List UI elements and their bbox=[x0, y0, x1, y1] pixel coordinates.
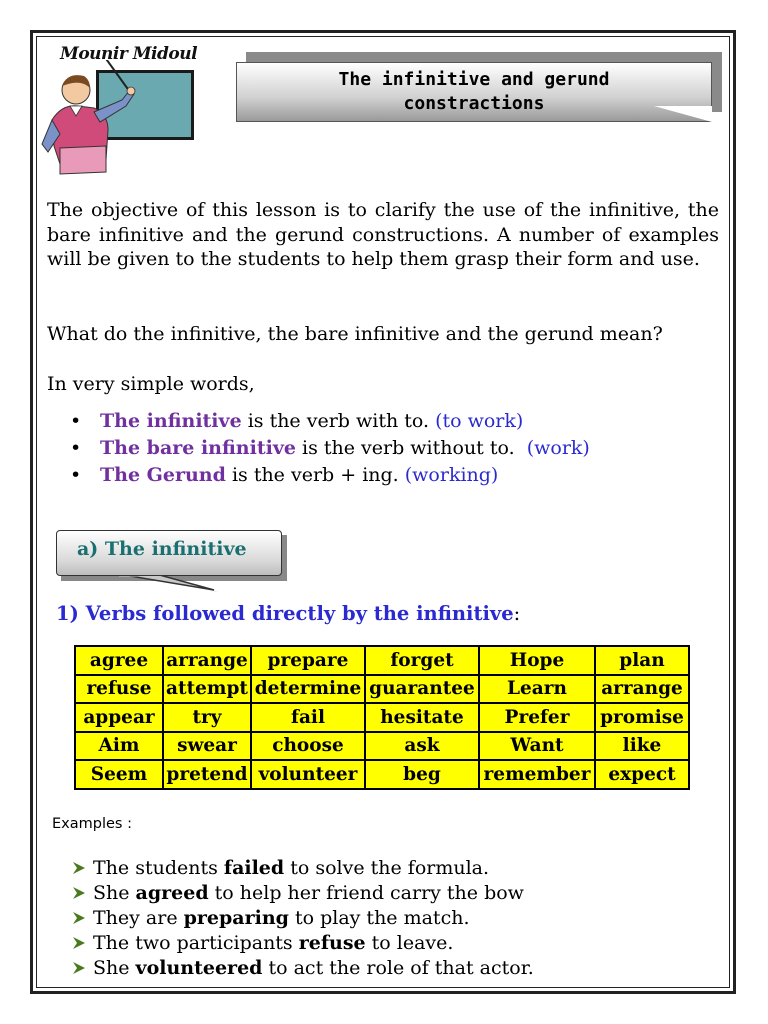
example-verb: agreed bbox=[135, 882, 209, 904]
verb-cell: forget bbox=[365, 646, 479, 675]
callout-tail bbox=[116, 574, 226, 594]
example-verb: failed bbox=[223, 857, 285, 879]
example-item bbox=[72, 881, 534, 906]
example-before: They are bbox=[93, 907, 184, 929]
arrow-bullet-icon bbox=[72, 936, 86, 950]
verb-cell: arrange bbox=[595, 675, 689, 704]
example-verb: preparing bbox=[183, 907, 289, 929]
verb-cell: agree bbox=[75, 646, 163, 675]
example-before: The students bbox=[93, 857, 224, 879]
section-callout bbox=[56, 530, 288, 592]
verb-cell: remember bbox=[479, 760, 595, 789]
verb-cell: refuse bbox=[75, 675, 163, 704]
definition-item bbox=[70, 435, 590, 462]
lesson-title-banner bbox=[236, 62, 712, 122]
section-heading-text: 1) Verbs followed directly by the infinitive bbox=[56, 602, 514, 625]
definition-term: The infinitive bbox=[100, 410, 242, 432]
question-paragraph: What do the infinitive, the bare infinitive and the gerund mean? bbox=[47, 323, 663, 345]
callout-label: a) The infinitive bbox=[56, 530, 282, 576]
verb-cell: prepare bbox=[251, 646, 365, 675]
arrow-bullet-icon bbox=[72, 911, 86, 925]
verb-cell: fail bbox=[251, 703, 365, 732]
verb-cell: ask bbox=[365, 732, 479, 761]
definition-example: (work) bbox=[526, 437, 590, 459]
example-item bbox=[72, 856, 534, 881]
verb-cell: swear bbox=[163, 732, 251, 761]
verb-cell: determine bbox=[251, 675, 365, 704]
verb-cell: appear bbox=[75, 703, 163, 732]
example-verb: refuse bbox=[298, 932, 366, 954]
example-before: She bbox=[93, 882, 136, 904]
arrow-bullet-icon bbox=[72, 961, 86, 975]
section-heading-colon: : bbox=[513, 602, 521, 625]
definitions-list bbox=[70, 408, 590, 489]
verb-cell: Hope bbox=[479, 646, 595, 675]
verb-cell: guarantee bbox=[365, 675, 479, 704]
example-before: The two participants bbox=[93, 932, 299, 954]
table-row bbox=[75, 732, 689, 761]
definition-term: The bare infinitive bbox=[100, 437, 296, 459]
example-after: to help her friend carry the bow bbox=[208, 882, 524, 904]
section-heading bbox=[56, 602, 520, 625]
table-row bbox=[75, 760, 689, 789]
example-item bbox=[72, 906, 534, 931]
verb-cell: Want bbox=[479, 732, 595, 761]
table-row bbox=[75, 675, 689, 704]
example-after: to solve the formula. bbox=[284, 857, 490, 879]
verb-cell: try bbox=[163, 703, 251, 732]
verbs-table bbox=[74, 645, 690, 790]
example-verb: volunteered bbox=[135, 957, 263, 979]
examples-list bbox=[72, 856, 534, 981]
verb-cell: promise bbox=[595, 703, 689, 732]
verb-cell: like bbox=[595, 732, 689, 761]
table-row bbox=[75, 646, 689, 675]
verb-cell: Seem bbox=[75, 760, 163, 789]
verb-cell: attempt bbox=[163, 675, 251, 704]
definition-item bbox=[70, 462, 590, 489]
example-item bbox=[72, 956, 534, 981]
verb-cell: Prefer bbox=[479, 703, 595, 732]
verb-cell: arrange bbox=[163, 646, 251, 675]
definition-text: is the verb with to. bbox=[241, 410, 436, 432]
lesson-title-line-1: The infinitive and gerund bbox=[338, 69, 610, 90]
example-item bbox=[72, 931, 534, 956]
arrow-bullet-icon bbox=[72, 886, 86, 900]
definition-example: (to work) bbox=[435, 410, 524, 432]
teacher-illustration bbox=[38, 60, 198, 180]
verb-cell: Aim bbox=[75, 732, 163, 761]
objective-paragraph: The objective of this lesson is to clarify the use of the infinitive, the bare infinitive and the gerund constructions. A number of examples will be given to the students to help them grasp their form and use. bbox=[47, 199, 719, 270]
example-before: She bbox=[93, 957, 136, 979]
example-after: to act the role of that actor. bbox=[262, 957, 534, 979]
example-after: to leave. bbox=[365, 932, 454, 954]
verb-cell: volunteer bbox=[251, 760, 365, 789]
definition-example: (working) bbox=[404, 464, 499, 486]
verb-cell: Learn bbox=[479, 675, 595, 704]
title-page-fold bbox=[654, 106, 712, 122]
verb-cell: expect bbox=[595, 760, 689, 789]
lead-paragraph: In very simple words, bbox=[47, 373, 255, 395]
example-after: to play the match. bbox=[288, 907, 470, 929]
verb-cell: pretend bbox=[163, 760, 251, 789]
author-name: Mounir Midoul bbox=[60, 44, 198, 64]
lesson-title-line-2: constractions bbox=[403, 93, 545, 114]
definition-term: The Gerund bbox=[100, 464, 226, 486]
verb-cell: hesitate bbox=[365, 703, 479, 732]
definition-text: is the verb + ing. bbox=[225, 464, 405, 486]
verb-cell: choose bbox=[251, 732, 365, 761]
examples-label: Examples : bbox=[52, 816, 132, 832]
verb-cell: plan bbox=[595, 646, 689, 675]
definition-item bbox=[70, 408, 590, 435]
definition-text: is the verb without to. bbox=[295, 437, 527, 459]
table-row bbox=[75, 703, 689, 732]
verb-cell: beg bbox=[365, 760, 479, 789]
arrow-bullet-icon bbox=[72, 861, 86, 875]
